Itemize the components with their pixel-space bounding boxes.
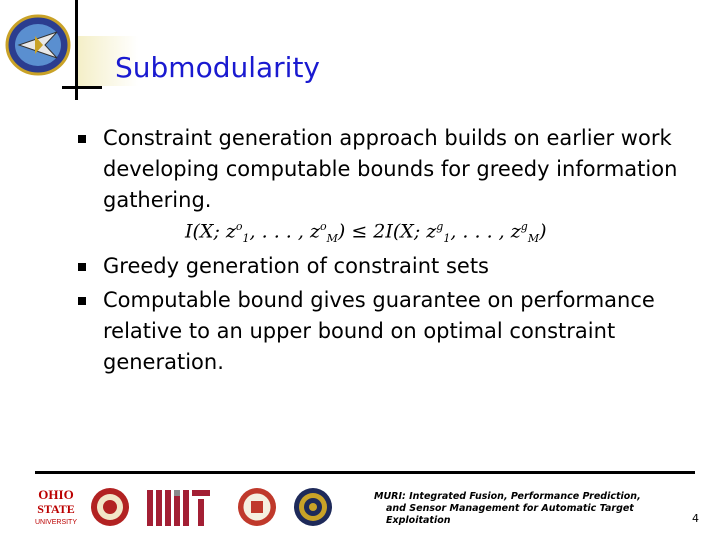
footer-line-1: MURI: Integrated Fusion, Performance Prediction, <box>374 491 641 502</box>
navy-seal-logo <box>293 487 333 527</box>
footer-line-2: and Sensor Management for Automatic Target <box>386 503 634 514</box>
page-number: 4 <box>692 512 699 525</box>
air-force-emblem-logo <box>5 14 71 76</box>
svg-text:UNIVERSITY: UNIVERSITY <box>35 519 77 526</box>
bullet-text: Computable bound gives guarantee on performance relative to an upper bound on optimal constraint generation. <box>103 288 655 374</box>
vertical-rule <box>75 0 78 100</box>
bullet-icon <box>78 135 86 143</box>
svg-text:OHIO: OHIO <box>38 487 74 502</box>
bound-formula: I(X; $z^o_1$, . . . , $z^o_M) \le 2I(X$; $z^g_1$, . . . , $z^g_M$) <box>185 220 547 246</box>
mit-logo <box>147 490 211 526</box>
footer-line-3: Exploitation <box>386 515 451 526</box>
slide-title: Submodularity <box>115 51 320 84</box>
seal-red-2-logo <box>237 487 277 527</box>
horizontal-rule <box>62 86 102 89</box>
seal-red-logo <box>90 487 130 527</box>
bullet-icon <box>78 297 86 305</box>
footer-caption <box>374 491 664 527</box>
svg-text:STATE: STATE <box>37 502 75 516</box>
bullet-icon <box>78 263 86 271</box>
footer-rule <box>35 471 695 474</box>
ohio-state-logo <box>35 485 77 527</box>
bullet-text: Greedy generation of constraint sets <box>103 254 489 278</box>
bullet-text: Constraint generation approach builds on earlier work developing computable bounds for greedy information gathering. <box>103 126 678 212</box>
